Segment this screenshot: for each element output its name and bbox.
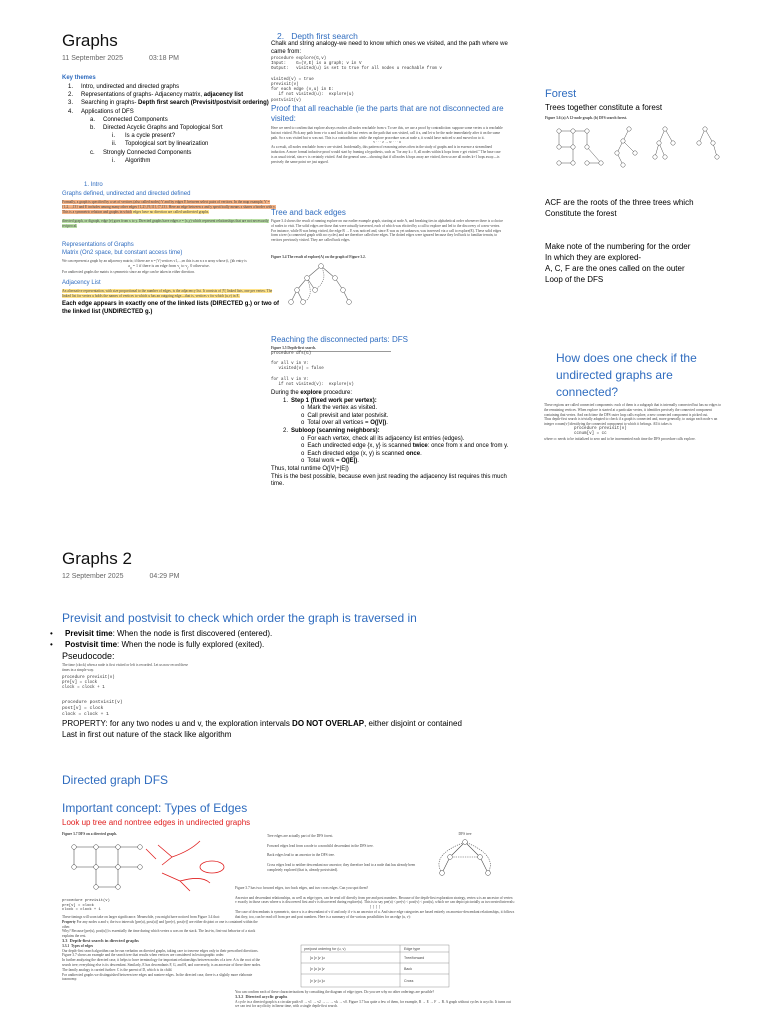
numbering-line-2: In which they are explored- <box>545 253 642 262</box>
key-themes-heading: Key themes <box>62 75 96 81</box>
theme-text: Directed Acyclic Graphs and Topological Sort <box>103 125 223 132</box>
chalk-note: Chalk and string analogy-we need to know which ones we visited, and the path where we came from: <box>271 41 508 55</box>
page-timestamp <box>62 55 205 62</box>
best-line: This is the best possible, because even just reading the adjacency list requires this much time. <box>271 473 507 488</box>
edge-types-list: Tree edges are actually part of the DFS forest. Forward edges lead from a node to a nonchild descendant in the DFS tree. Back edges lead to an ancestor in the DFS tree. Cross edges lead to neither descendant nor ancestor; they therefore lead to a node that has already been completely explored (that is, already postvisited). <box>267 834 416 872</box>
svg-text:[v [u ]u ]v: [v [u ]u ]v <box>310 967 325 971</box>
connected-question: How does one check if the undirected graphs are connected? <box>556 351 697 399</box>
pseudocode-label: Pseudocode: <box>62 651 115 661</box>
numbering-note <box>545 241 690 285</box>
adjacency-list-excerpt: An alternative representation, with size proportional to the number of edges, is the adjacency list. It consists of |V| linked lists, one per vertex. The linked list for vertex u holds the names of vertices to which u has an outgoing edge—that is, vertices v for which (u,v) in E. <box>62 289 273 298</box>
previsit-code-excerpt <box>62 663 192 691</box>
bullet-term: Postvisit time <box>65 640 118 649</box>
figure-3-6 <box>545 116 745 186</box>
adjacency-list-heading: Adjacency List <box>62 280 101 286</box>
reaching-heading: Reaching the disconnected parts: DFS <box>271 335 408 344</box>
theme-number: 4. <box>68 108 74 115</box>
theme-text: Applications of DFS <box>81 108 134 115</box>
theme-item <box>68 124 278 132</box>
bullet-icon: o <box>301 443 305 450</box>
figure-3-7 <box>62 832 232 904</box>
previsit-heading: Previsit and postvisit to check which order the graph is traversed in <box>62 611 417 625</box>
bullet-definition: : When the node is fully explored (exited). <box>117 640 265 649</box>
acf-note <box>545 197 694 219</box>
edge-types-analysis-excerpt: Figure 3.7 has two forward edges, two back edges, and two cross edges. Can you spot them? Ancestor and descendant relationships, as well as edge types, can be read off directly from pre and post numbers. Because of the depth-first exploration strategy, vertex u is an ancestor of vertex v exactly in those cases where u is discovered first and v is discovered during explore(u). This is to say pre(u) < pre(v) < post(v) < post(u), which we can depict pictorially as two nested intervals: [ [ ] ] The case of descendants is symmetric, since u is a descendant of v if and only if v is an ancestor of u. And since edge categories are based entirely on ancestor-descendant relationships, it follows that they, too, can be read off from pre and post numbers. Here is a summary of the various possibilities for an edge (u, v): <box>235 886 515 919</box>
each-edge-note: Each edge appears in exactly one of the linked lists (DIRECTED g.) or two of the linked list (UNDIRECTED g.) <box>62 301 280 315</box>
theme-item <box>68 140 278 148</box>
thus-line: Thus, total runtime O(|V|+|E|) <box>271 465 349 472</box>
previsit-bullet <box>50 628 272 639</box>
forest-figure <box>545 121 745 181</box>
page2-title: Graphs 2 <box>62 549 132 568</box>
theme-number: i. <box>112 133 115 140</box>
forest-heading: Forest <box>545 88 577 100</box>
forest-figure-caption: Figure 3.6 (a) A 12-node graph. (b) DFS search forest. <box>545 116 628 120</box>
theme-number: 1. <box>68 84 74 90</box>
svg-text:Edge type: Edge type <box>404 947 421 951</box>
page-title: Graphs <box>62 31 118 50</box>
theme-item <box>68 157 278 165</box>
theme-number: a. <box>90 116 96 123</box>
figure-3-4 <box>271 255 503 321</box>
theme-text: Connected Components <box>103 116 168 123</box>
page-date: 11 September 2025 <box>62 55 123 62</box>
bullet-term: Previsit time <box>65 629 113 638</box>
theme-number: i. <box>112 157 115 164</box>
edge-type-table-figure <box>300 944 450 988</box>
during-line: During the explore procedure: <box>271 390 353 396</box>
theme-item <box>68 132 278 140</box>
step2_items-item <box>271 443 516 451</box>
step2: 2. Subloop (scanning neighbors): <box>283 427 380 434</box>
dfs-heading <box>277 31 358 41</box>
theme-item <box>68 99 278 107</box>
acf-line-2: Constitute the forest <box>545 209 617 218</box>
svg-text:Tree/forward: Tree/forward <box>404 956 425 960</box>
bullet-icon: o <box>301 405 305 412</box>
step1_items-text: Call previsit and later postvisit. <box>307 412 389 419</box>
theme-number: ii. <box>112 141 117 148</box>
step1_items-item <box>271 413 516 421</box>
dfs-tree-figure-box <box>420 832 510 890</box>
depth-first-directed-excerpt: These timings will soon take on larger significance. Meanwhile, you might have noticed from Figure 3.4 that: Property For any nodes u and v, the two intervals [pre(u), post(u)] and [pre(v), post(v)] are either disjoint or one is contained within the other. Why? Because [pre(u), post(u)] is essentially the time during which vertex u was on the stack. The last-in, first-out behavior of a stack explains the rest. 3.3 Depth-first search in directed graphs 3.3.1 Types of edges Our depth-first search algorithm can be run verbatim on directed graphs, taking care to traverse edges only in their prescribed directions. Figure 3.7 shows an example and the search tree that results when vertices are considered in lexicographic order. In further analyzing the directed case, it helps to have terminology for important relationships between nodes of a tree. A is the root of the search tree; everything else is its descendant. Similarly, E has descendants F, G, and H, and conversely, is an ancestor of these three nodes. The family analogy is carried further: C is the parent of D, which is its child. For undirected graphs we distinguished between tree edges and nontree edges. In the directed case, there is a slightly more elaborate taxonomy. <box>62 915 262 982</box>
previsit-code-intro: The time (clock) when a node is first visited or left is recorded. Let us now record these times in a simple way. <box>62 663 188 672</box>
bullet-icon: o <box>301 450 305 457</box>
types-of-edges-heading: Important concept: Types of Edges <box>62 801 248 815</box>
dfs-tree-figure <box>420 837 510 885</box>
theme-text: Intro, undirected and directed graphs <box>81 84 180 90</box>
dfs-heading-text: Depth first search <box>291 31 358 41</box>
theme-text: Is a cycle present? <box>125 133 176 140</box>
lifo-line: Last in first out nature of the stack like algorithm <box>62 730 232 739</box>
matrix-excerpt: We can represent a graph by an adjacency matrix; if there are n = |V| vertices v1,...,vn this is an n x n array whose (i, j)th entry is $a_{ij} = 1$ if there is an edge from $v_i$ to $v_j$, 0 otherwise. For undirected graphs the matrix is symmetric since an edge can be taken in either direction. <box>62 259 247 275</box>
svg-text:[v ]v [u ]u: [v ]v [u ]u <box>310 979 325 983</box>
tree-edges-excerpt: Figure 3.4 shows the result of running explore on our earlier example graph, starting at node A, and breaking ties in alphabetical order whenever there is a choice of nodes to visit. The solid edges are those that were actually traversed, each of which was elicited by a call to explore and led to the discovery of a new vertex. For instance, while B was being visited, the edge B → E was noticed and, since E was as yet unknown, was traversed via a call to explore(E). These solid edges form a tree (a connected graph with no cycles) and are therefore called tree edges. The dotted edges were ignored because they led back to familiar terrain, to vertices previously visited. They are called back edges. <box>271 219 503 243</box>
step2_items-text: For each vertex, check all its adjacency list entries (edges). <box>307 435 465 442</box>
page-time: 03:18 PM <box>148 55 179 62</box>
previsit-bullet <box>50 639 272 650</box>
page2-timestamp <box>62 573 205 580</box>
previsit-bullets <box>50 628 272 650</box>
step2_items-text: Each undirected edge {x, y} is scanned twice: once from x and once from y. <box>307 443 509 450</box>
bullet-icon: o <box>301 420 305 427</box>
proof-heading: Proof that all reachable (ie the parts that are not disconnected are visited: <box>271 104 504 123</box>
theme-text: Topological sort by linearization <box>125 141 209 148</box>
step1_items-text: Total over all vertices = O(|V|). <box>307 420 388 427</box>
theme-item <box>68 149 278 157</box>
explore-pseudocode: procedure explore(G,v) Input: G=(V,E) is a graph; v in V Output: visited(u) is set to true for all nodes u reachable from v visited(v) = true previsit(v) for each edge (v,u) in E: if not visited(u): explore(u) postvisit(v) <box>271 57 442 103</box>
step1: 1. Step 1 (fixed work per vertex): <box>283 397 377 404</box>
proof-excerpt: Here we need to confirm that explore always reaches all nodes reachable from v. To see this, we use a proof by contradiction: suppose some vertex u is reachable but not visited. Pick any path from v to u and look at the last vertex on the path that was visited, call it z, and let w be the node immediately after it on the same path. So z was visited but w was not. This is a contradiction: while the explore procedure was at node z, it would have noticed w and moved on to it. v · · · z → w · · · u As a result, all nodes reachable from v are visited. Incidentally, this pattern of reasoning arises often in the study of graphs and is in essence a streamlined induction. A more formal inductive proof would start by framing a hypothesis, such as "for any k ≥ 0, all nodes within k hops from v get visited." The base case is as usual trivial, since v is certainly visited. And the general case—showing that if all nodes k hops away are visited, then so are all nodes k+1 hops away—is precisely the same point we just argued. <box>271 126 503 164</box>
theme-text: Representations of graphs- Adjacency matrix, adjacency list <box>81 92 244 99</box>
forest-subtitle: Trees together constitute a forest <box>545 103 663 112</box>
step2_items-text: Each directed edge (x, y) is scanned once. <box>307 450 422 457</box>
figure-caption: Figure 3.4 The result of explore(A) on the graph of Figure 3.2. <box>271 255 366 259</box>
connected-components-excerpt: These regions are called connected components: each of them is a subgraph that is internally connected but has no edges to the remaining vertices. When explore is started at a particular vertex, it identifies precisely the connected component containing that vertex. And each time the DFS outer loop calls explore, a new connected component is picked out. Thus depth-first search is trivially adapted to check if a graph is connected and, more generally, to assign each node v an integer ccnum[v] identifying the connected component to which it belongs. All it takes is procedure previsit(v) ccnum[v] = cc where cc needs to be initialized to zero and to be incremented each time the DFS procedure calls explore. <box>544 403 722 442</box>
bullet-definition: : When the node is first discovered (entered). <box>112 629 273 638</box>
bullet-icon: o <box>301 412 305 419</box>
theme-item <box>68 116 278 124</box>
bullet-icon: o <box>301 435 305 442</box>
page2-date: 12 September 2025 <box>62 573 124 580</box>
dfs-figure-caption: Figure 3.5 Depth-first search. <box>271 346 391 352</box>
previsit-postvisit-code-2: procedure previsit(v) pre[v] = clock clock = clock + 1 <box>62 899 110 913</box>
theme-number: 2. <box>68 92 74 99</box>
acf-line-1: ACF are the roots of the three trees which <box>545 198 694 207</box>
numbering-line-4: Loop of the DFS <box>545 275 604 284</box>
dfs-tree-label: DFS tree <box>458 832 472 836</box>
bullet-icon: • <box>50 629 53 638</box>
step1_items-item <box>271 420 516 428</box>
property-line: PROPERTY: for any two nodes u and v, the exploration intervals DO NOT OVERLAP, either disjoint or contained <box>62 719 462 728</box>
numbering-line-1: Make note of the numbering for the order <box>545 242 691 251</box>
key-themes-list <box>68 83 278 165</box>
step2_items-item <box>271 458 516 466</box>
tree-back-edges-heading: Tree and back edges <box>271 208 346 217</box>
directed-acyclic-excerpt: You can confirm each of these characterizations by consulting the diagram of edge types. Do you see why no other orderings are possible? 3.3.2 Directed acyclic graphs A cycle in a directed graph is a circular path v0 → v1 → v2 → ... → vk → v0. Figure 3.7 has quite a few of them, for example, B → E → F → B. A graph without cycles is acyclic. It turns out we can test for acyclicity in linear time, with a single depth-first search. <box>235 990 511 1009</box>
theme-item <box>68 91 278 99</box>
step2_items-item <box>271 436 516 444</box>
svg-text:[u [v ]v ]u: [u [v ]v ]u <box>310 956 325 960</box>
bullet-icon: • <box>50 640 53 649</box>
page2-time: 04:29 PM <box>149 573 180 580</box>
dfs-directed-caption: Figure 3.7 DFS on a directed graph. <box>62 832 117 836</box>
edge-type-table <box>300 944 450 993</box>
theme-text: Searching in graphs- Depth first search (Previsit/postvisit ordering) <box>81 100 269 107</box>
svg-text:Cross: Cross <box>404 979 414 983</box>
step2_items-item <box>271 451 516 459</box>
postvisit-code: procedure postvisit(v) post[v] = clock clock = clock + 1 <box>62 700 123 717</box>
step1_items-item <box>271 405 516 413</box>
dfs-figure-box <box>271 346 391 388</box>
red-note: Look up tree and nontree edges in undirected graphs <box>62 818 251 827</box>
directed-dfs-heading: Directed graph DFS <box>62 773 169 787</box>
step1_items-text: Mark the vertex as visited. <box>307 405 378 412</box>
runtime-analysis <box>271 390 516 489</box>
numbering-line-3: A, C, F are the ones called on the outer <box>545 264 685 273</box>
matrix-heading: Matrix (On2 space, but constant access time) <box>62 250 183 256</box>
representations-heading: Representations of Graphs <box>62 242 134 248</box>
theme-number: c. <box>90 149 95 156</box>
theme-text: Strongly Connected Components <box>103 149 192 156</box>
intro-heading: 1. Intro <box>84 182 103 188</box>
property-note <box>62 718 522 740</box>
theme-text: Algorithm <box>125 157 151 164</box>
theme-number: b. <box>90 125 96 132</box>
previsit-code: procedure previsit(v) pre[v] = clock clock = clock + 1 <box>62 675 115 690</box>
bullet-icon: o <box>301 458 305 465</box>
svg-text:pre/post ordering for (u, v): pre/post ordering for (u, v) <box>304 947 346 951</box>
step2_items-text: Total work = O(|E|). <box>307 458 359 465</box>
explore-tree-figure <box>271 260 381 316</box>
directed-graph-figure <box>62 837 232 899</box>
graphs-defined-excerpt: Formally, a graph is specified by a set of vertices (also called nodes) V and by edges E between select pairs of vertices. In the map example, V = {1,2,...,13} and E includes among many other edges {1,2},{9,11},{7,13}. Here an edge between x and y specifically means x shares a border with y. This is a symmetric relation and graphs in which edges have no direction are called undirected graphs. directed graph, or digraph, edge (e) goes from x to y. Directed graphs have edges e = (x,y) which represent relationships that are not necessarily reciprocal. <box>62 200 276 228</box>
graphs-defined-heading: Graphs defined, undirected and directed defined <box>62 191 191 197</box>
svg-text:Back: Back <box>404 967 412 971</box>
theme-number: 3. <box>68 100 74 107</box>
theme-item <box>68 83 278 91</box>
dfs-pseudocode: procedure dfs(G) for all v in V: visited(v) = false for all v in V: if not visited(v): explore(v) <box>271 351 354 388</box>
theme-item <box>68 108 278 116</box>
dfs-number: 2. <box>277 31 285 41</box>
